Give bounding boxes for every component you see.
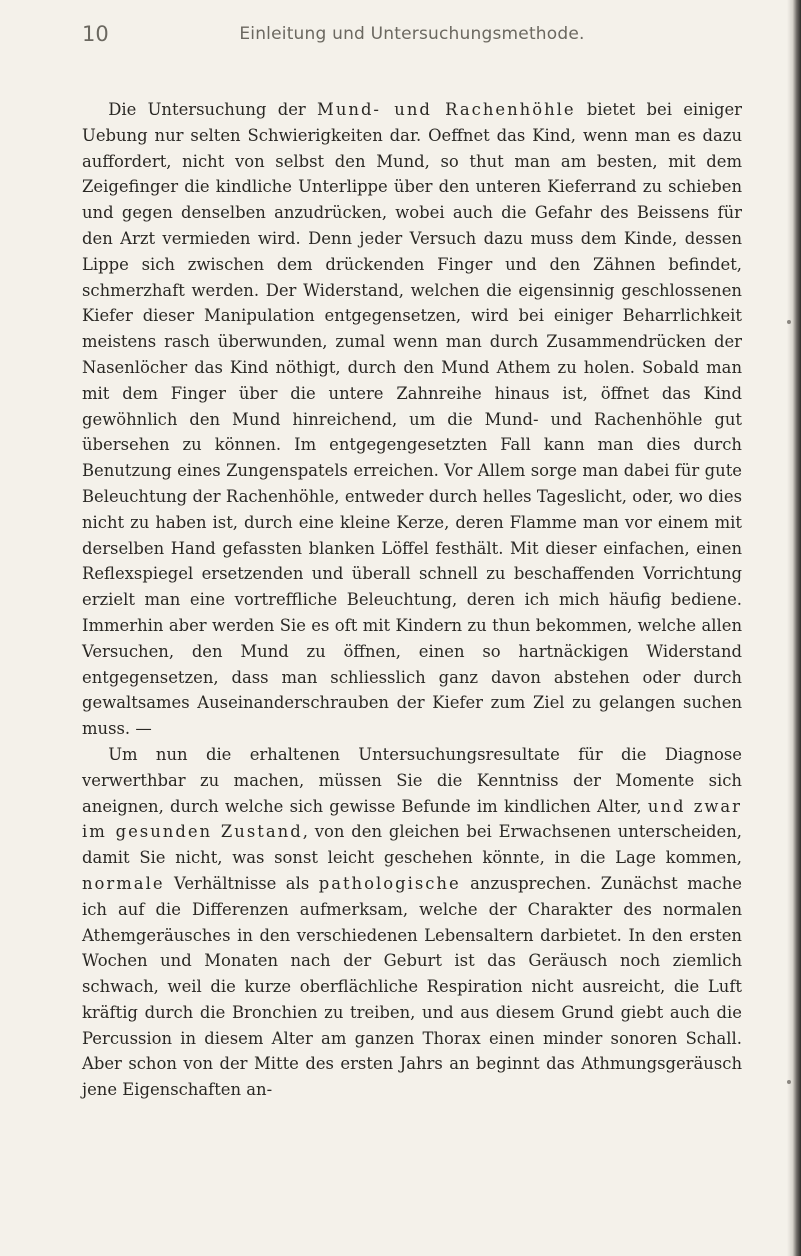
emphasized-text: normale [82, 873, 165, 893]
text-run: Die Untersuchung der [108, 100, 318, 119]
emphasized-text: Mund- und Rachenhöhle [317, 100, 576, 119]
page-speck [787, 320, 791, 324]
page-number: 10 [82, 22, 109, 46]
page-edge-shadow [787, 0, 801, 1256]
page-speck [787, 1080, 791, 1084]
running-head: Einleitung und Untersuchungsmethode. [239, 24, 585, 44]
text-run: anzusprechen. Zunächst mache ich auf die Differenzen aufmerksam, welche der Charakter des normalen Athemgeräusches in den verschiedenen Lebensaltern darbietet. In den ersten Wochen und Monaten nach der Geburt ist das Geräusch noch ziemlich schwach, weil die kurze oberflächliche Respiration nicht ausreicht, die Luft kräftig durch die Bronchien zu treiben, und aus diesem Grund giebt auch die Percussion in diesem Alter am ganzen Thorax einen minder sonoren Schall. Aber schon von der Mitte des ersten Jahrs an beginnt das Athmungsgeräusch jene Eigenschaften an- [82, 873, 742, 1100]
emphasized-text: und zwar im gesunden Zustand [82, 796, 742, 842]
paragraph [82, 97, 742, 742]
text-run: , von den gleichen bei Erwachsenen unterscheiden, damit Sie nicht, was sonst leicht geschehen könnte, in die Lage kommen, [82, 822, 742, 868]
emphasized-text: pathologische [318, 873, 461, 893]
paragraph [82, 742, 742, 1103]
page-header [82, 22, 742, 58]
text-run: bietet bei einiger Uebung nur selten Schwierigkeiten dar. Oeffnet das Kind, wenn man es dazu auffordert, nicht von selbst den Mund, so thut man am besten, mit dem Zeigefinger die kindliche Unterlippe über den unteren Kieferrand zu schieben und gegen denselben anzudrücken, wobei auch die Gefahr des Beissens für den Arzt vermieden wird. Denn jeder Versuch dazu muss dem Kinde, dessen Lippe sich zwischen dem drückenden Finger und den Zähnen befindet, schmerzhaft werden. Der Widerstand, welchen die eigensinnig geschlossenen Kiefer dieser Manipulation entgegensetzen, wird bei einiger Beharrlichkeit meistens rasch überwunden, zumal wenn man durch Zusammendrücken der Nasenlöcher das Kind nöthigt, durch den Mund Athem zu holen. Sobald man mit dem Finger über die untere Zahnreihe hinaus ist, öffnet das Kind gewöhnlich den Mund hinreichend, um die Mund- und Rachenhöhle gut übersehen zu können. Im entgegengesetzten Fall kann man dies durch Benutzung eines Zungenspatels erreichen. Vor Allem sorge man dabei für gute Beleuchtung der Rachenhöhle, entweder durch helles Tageslicht, oder, wo dies nicht zu haben ist, durch eine kleine Kerze, deren Flamme man vor einem mit derselben Hand gefassten blanken Löffel festhält. Mit dieser einfachen, einen Reflexspiegel ersetzenden und überall schnell zu beschaffenden Vorrichtung erzielt man eine vortreffliche Beleuchtung, deren ich mich häufig bediene. Immerhin aber werden Sie es oft mit Kindern zu thun bekommen, welche allen Versuchen, den Mund zu öffnen, einen so hartnäckigen Widerstand entgegensetzen, dass man schliesslich ganz davon abstehen oder durch gewaltsames Auseinanderschrauben der Kiefer zum Ziel zu gelangen suchen muss. — [82, 100, 743, 739]
body-text [82, 97, 742, 1103]
text-run: Um nun die erhaltenen Untersuchungsresultate für die Diagnose verwerthbar zu machen, müssen Sie die Kenntniss der Momente sich aneignen, durch welche sich gewisse Befunde im kindlichen Alter, [82, 744, 742, 816]
text-run: Verhältnisse als [164, 873, 319, 893]
